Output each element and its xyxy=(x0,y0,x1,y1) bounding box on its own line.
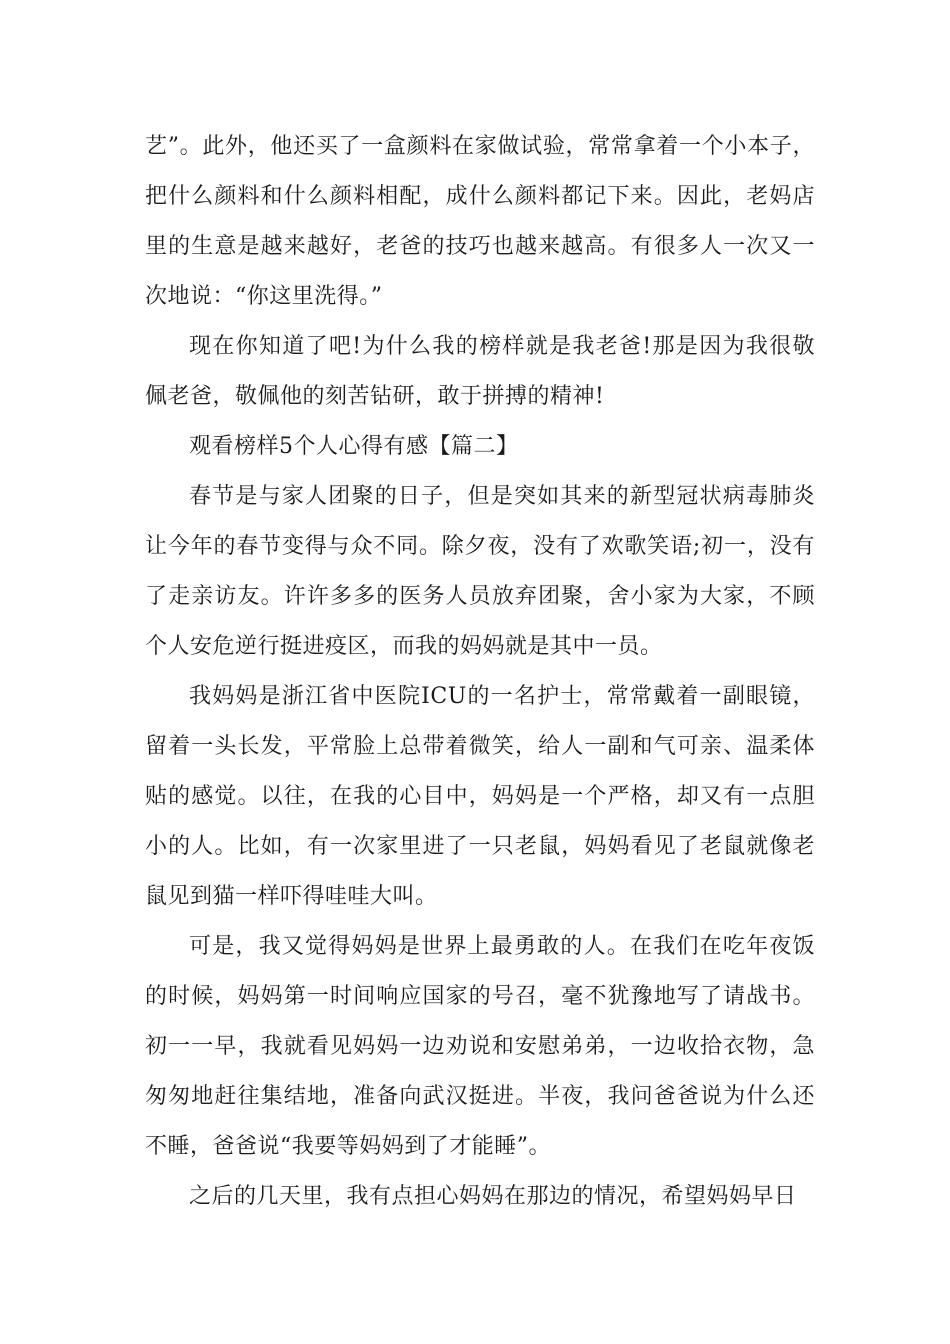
paragraph-mother-description: 我妈妈是浙江省中医院ICU的一名护士，常常戴着一副眼镜，留着一头长发，平常脸上总带着微笑，给人一副和气可亲、温柔体贴的感觉。以往，在我的心目中，妈妈是一个严格，却又有一点胆小的人。比如，有一次家里进了一只老鼠，妈妈看见了老鼠就像老鼠见到猫一样吓得哇哇大叫。 xyxy=(145,684,815,909)
section-heading: 观看榜样5个人心得有感【篇二】 xyxy=(189,434,519,459)
document-body xyxy=(145,122,815,1222)
paragraph-mother-brave: 可是，我又觉得妈妈是世界上最勇敢的人。在我们在吃年夜饭的时候，妈妈第一时间响应国家的号召，毫不犹豫地写了请战书。初一一早，我就看见妈妈一边劝说和安慰弟弟，一边收拾衣物，急匆匆地赶往集结地，准备向武汉挺进。半夜，我问爸爸说为什么还不睡，爸爸说“我要等妈妈到了才能睡”。 xyxy=(145,934,815,1159)
paragraph-spring-festival: 春节是与家人团聚的日子，但是突如其来的新型冠状病毒肺炎让今年的春节变得与众不同。除夕夜，没有了欢歌笑语;初一，没有了走亲访友。许许多多的医务人员放弃团聚，舍小家为大家，不顾个人安危逆行挺进疫区，而我的妈妈就是其中一员。 xyxy=(145,484,815,659)
paragraph-role-model-conclusion: 现在你知道了吧!为什么我的榜样就是我老爸!那是因为我很敬佩老爸，敬佩他的刻苦钻研，敢于拼搏的精神! xyxy=(145,334,815,409)
paragraph-continuation: 艺”。此外，他还买了一盒颜料在家做试验，常常拿着一个小本子，把什么颜料和什么颜料相配，成什么颜料都记下来。因此，老妈店里的生意是越来越好，老爸的技巧也越来越高。有很多人一次又一次地说：“你这里洗得。” xyxy=(145,134,815,309)
paragraph-following-days: 之后的几天里，我有点担心妈妈在那边的情况，希望妈妈早日 xyxy=(189,1184,797,1209)
